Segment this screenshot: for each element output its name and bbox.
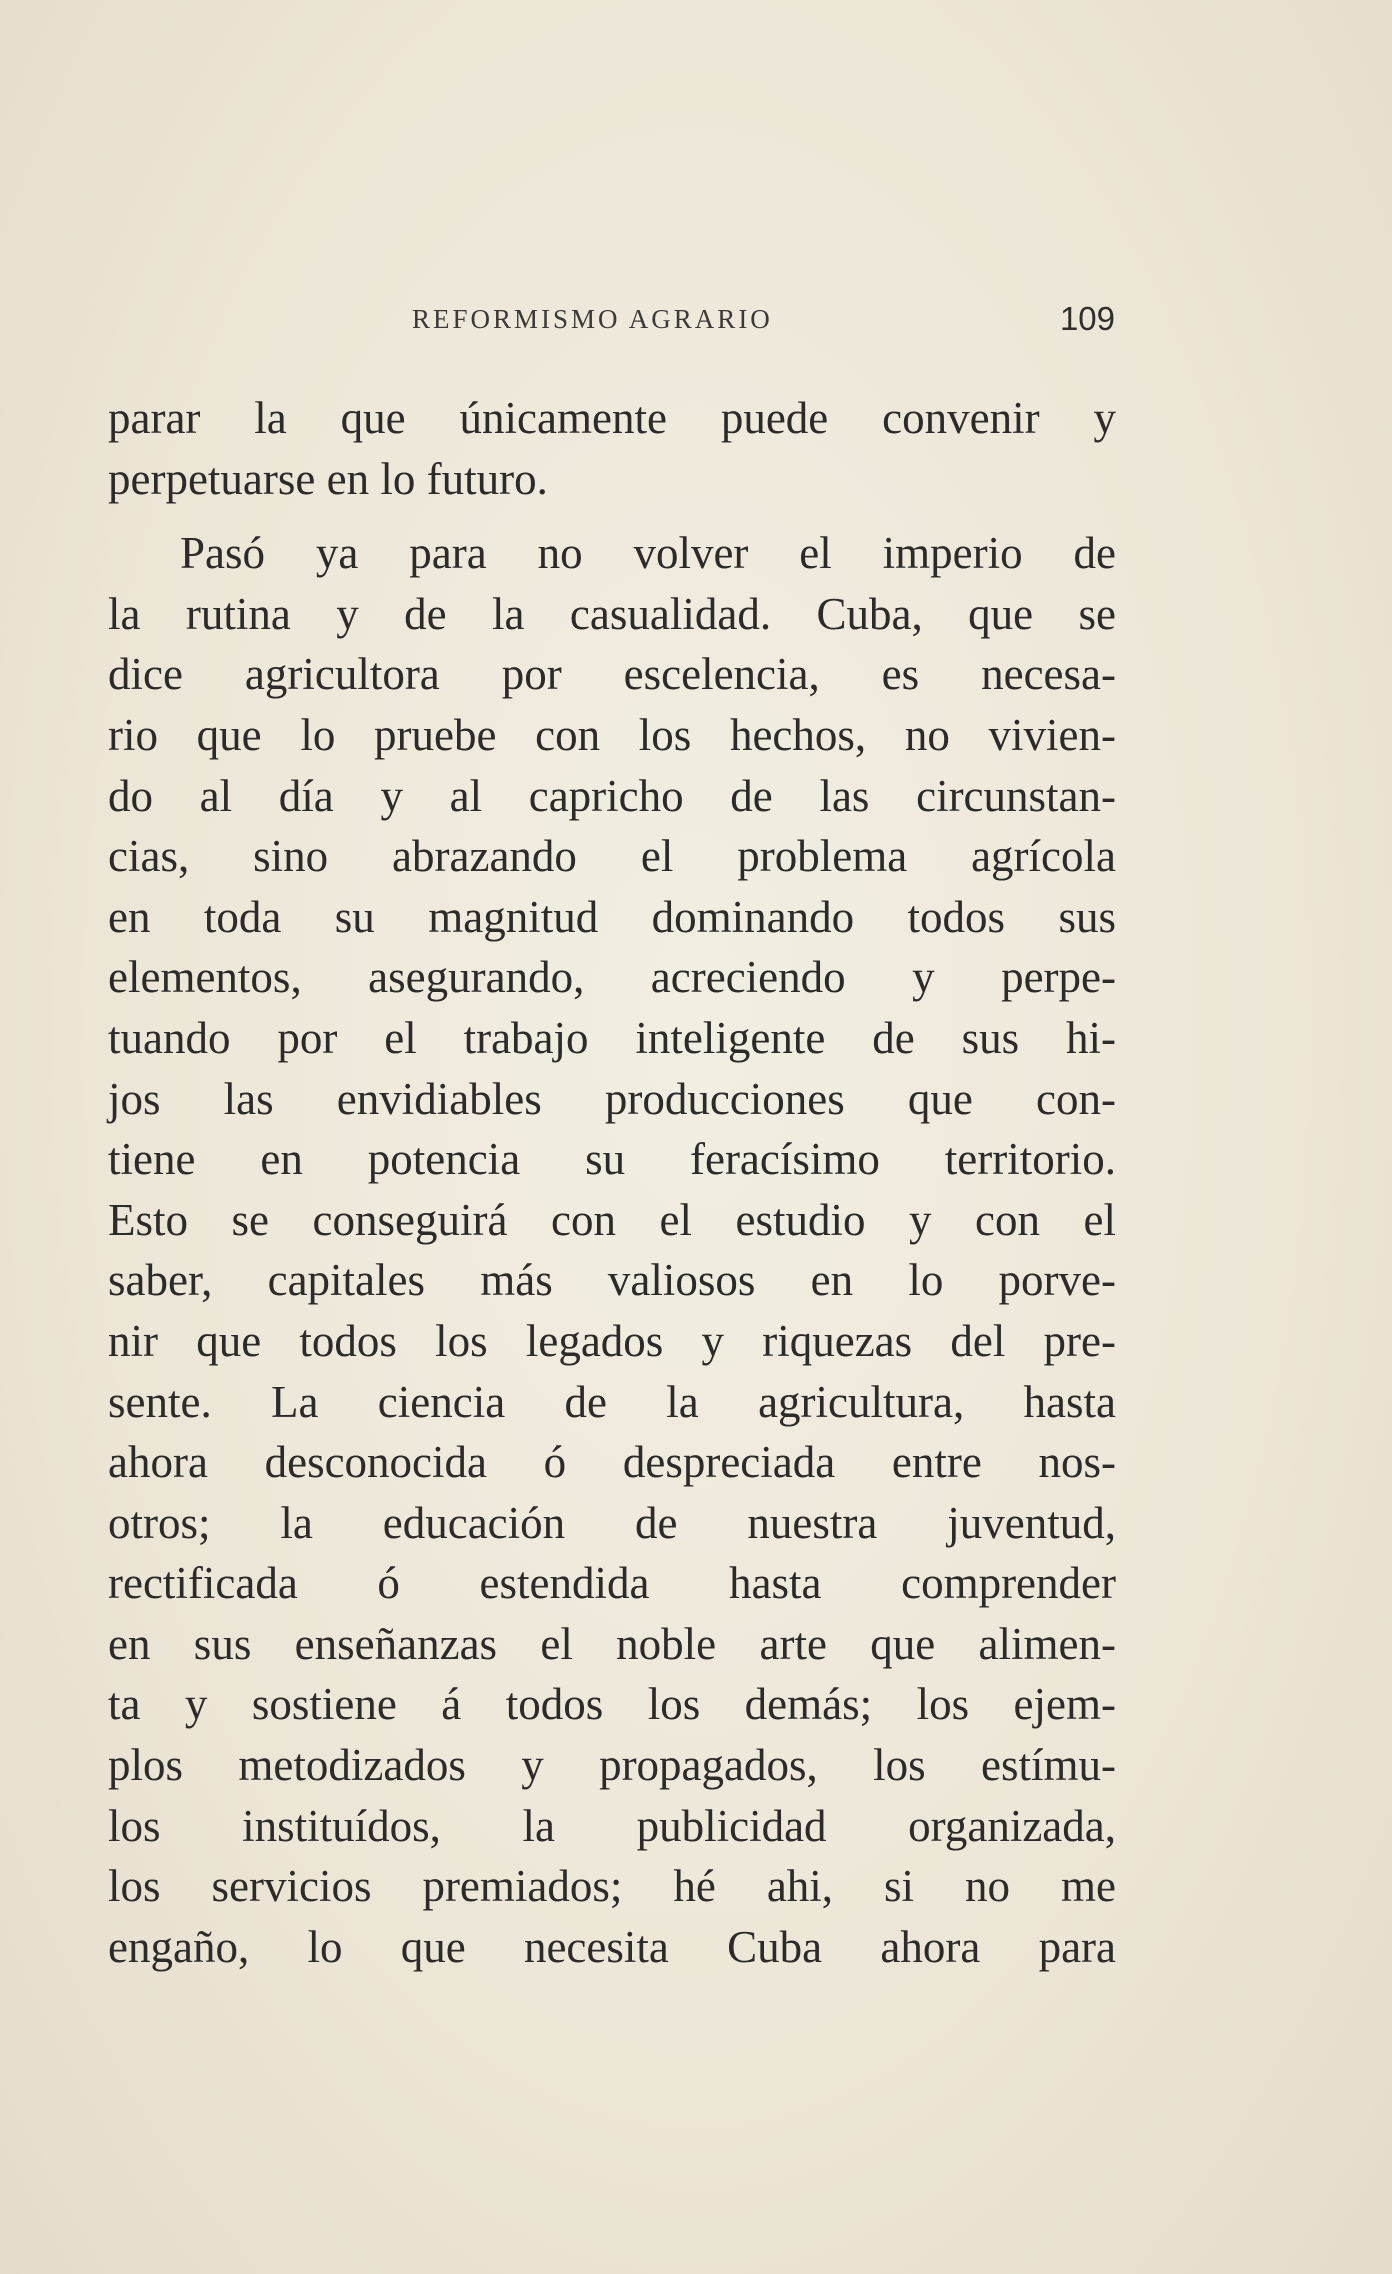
text-line: plos metodizados y propagados, los estímu- bbox=[108, 1740, 1116, 1791]
text-line: elementos, asegurando, acreciendo y perpe- bbox=[108, 952, 1116, 1003]
text-line: dice agricultora por escelencia, es necesa- bbox=[108, 649, 1116, 700]
text-line: los servicios premiados; hé ahi, si no me bbox=[108, 1861, 1116, 1912]
text-line: Pasó ya para no volver el imperio de bbox=[180, 528, 1116, 579]
text-line: nir que todos los legados y riquezas del pre- bbox=[108, 1315, 1116, 1366]
text-line: tuando por el trabajo inteligente de sus hi- bbox=[108, 1012, 1116, 1063]
text-line: rio que lo pruebe con los hechos, no vivien- bbox=[108, 709, 1116, 760]
text-line: ahora desconocida ó despreciada entre nos- bbox=[108, 1437, 1116, 1488]
text-line: Esto se conseguirá con el estudio y con el bbox=[108, 1194, 1116, 1245]
text-line: los instituídos, la publicidad organizada, bbox=[108, 1800, 1116, 1851]
text-line: en toda su magnitud dominando todos sus bbox=[108, 891, 1116, 942]
text-line: cias, sino abrazando el problema agrícola bbox=[108, 831, 1116, 882]
text-line: parar la que únicamente puede convenir y bbox=[108, 393, 1116, 443]
text-line: perpetuarse en lo futuro. bbox=[108, 453, 548, 504]
text-line: tiene en potencia su feracísimo territorio. bbox=[108, 1134, 1116, 1185]
text-line: saber, capitales más valiosos en lo porve- bbox=[108, 1255, 1116, 1306]
text-line: otros; la educación de nuestra juventud, bbox=[108, 1497, 1116, 1548]
text-line: en sus enseñanzas el noble arte que alimen- bbox=[108, 1618, 1116, 1669]
text-line: la rutina y de la casualidad. Cuba, que se bbox=[108, 588, 1116, 639]
text-line: ta y sostiene á todos los demás; los ejem- bbox=[108, 1679, 1116, 1730]
paragraph-break bbox=[108, 509, 1116, 523]
text-line: jos las envidiables producciones que con- bbox=[108, 1073, 1116, 1124]
body-text bbox=[108, 388, 1116, 1977]
text-line: engaño, lo que necesita Cuba ahora para bbox=[108, 1921, 1116, 1972]
running-head bbox=[110, 300, 1115, 340]
running-title: REFORMISMO AGRARIO bbox=[412, 304, 773, 334]
page-number: 109 bbox=[1059, 300, 1115, 337]
text-line: do al día y al capricho de las circunstan- bbox=[108, 770, 1116, 821]
text-line: rectificada ó estendida hasta comprender bbox=[108, 1558, 1116, 1609]
text-line: sente. La ciencia de la agricultura, hasta bbox=[108, 1376, 1116, 1427]
